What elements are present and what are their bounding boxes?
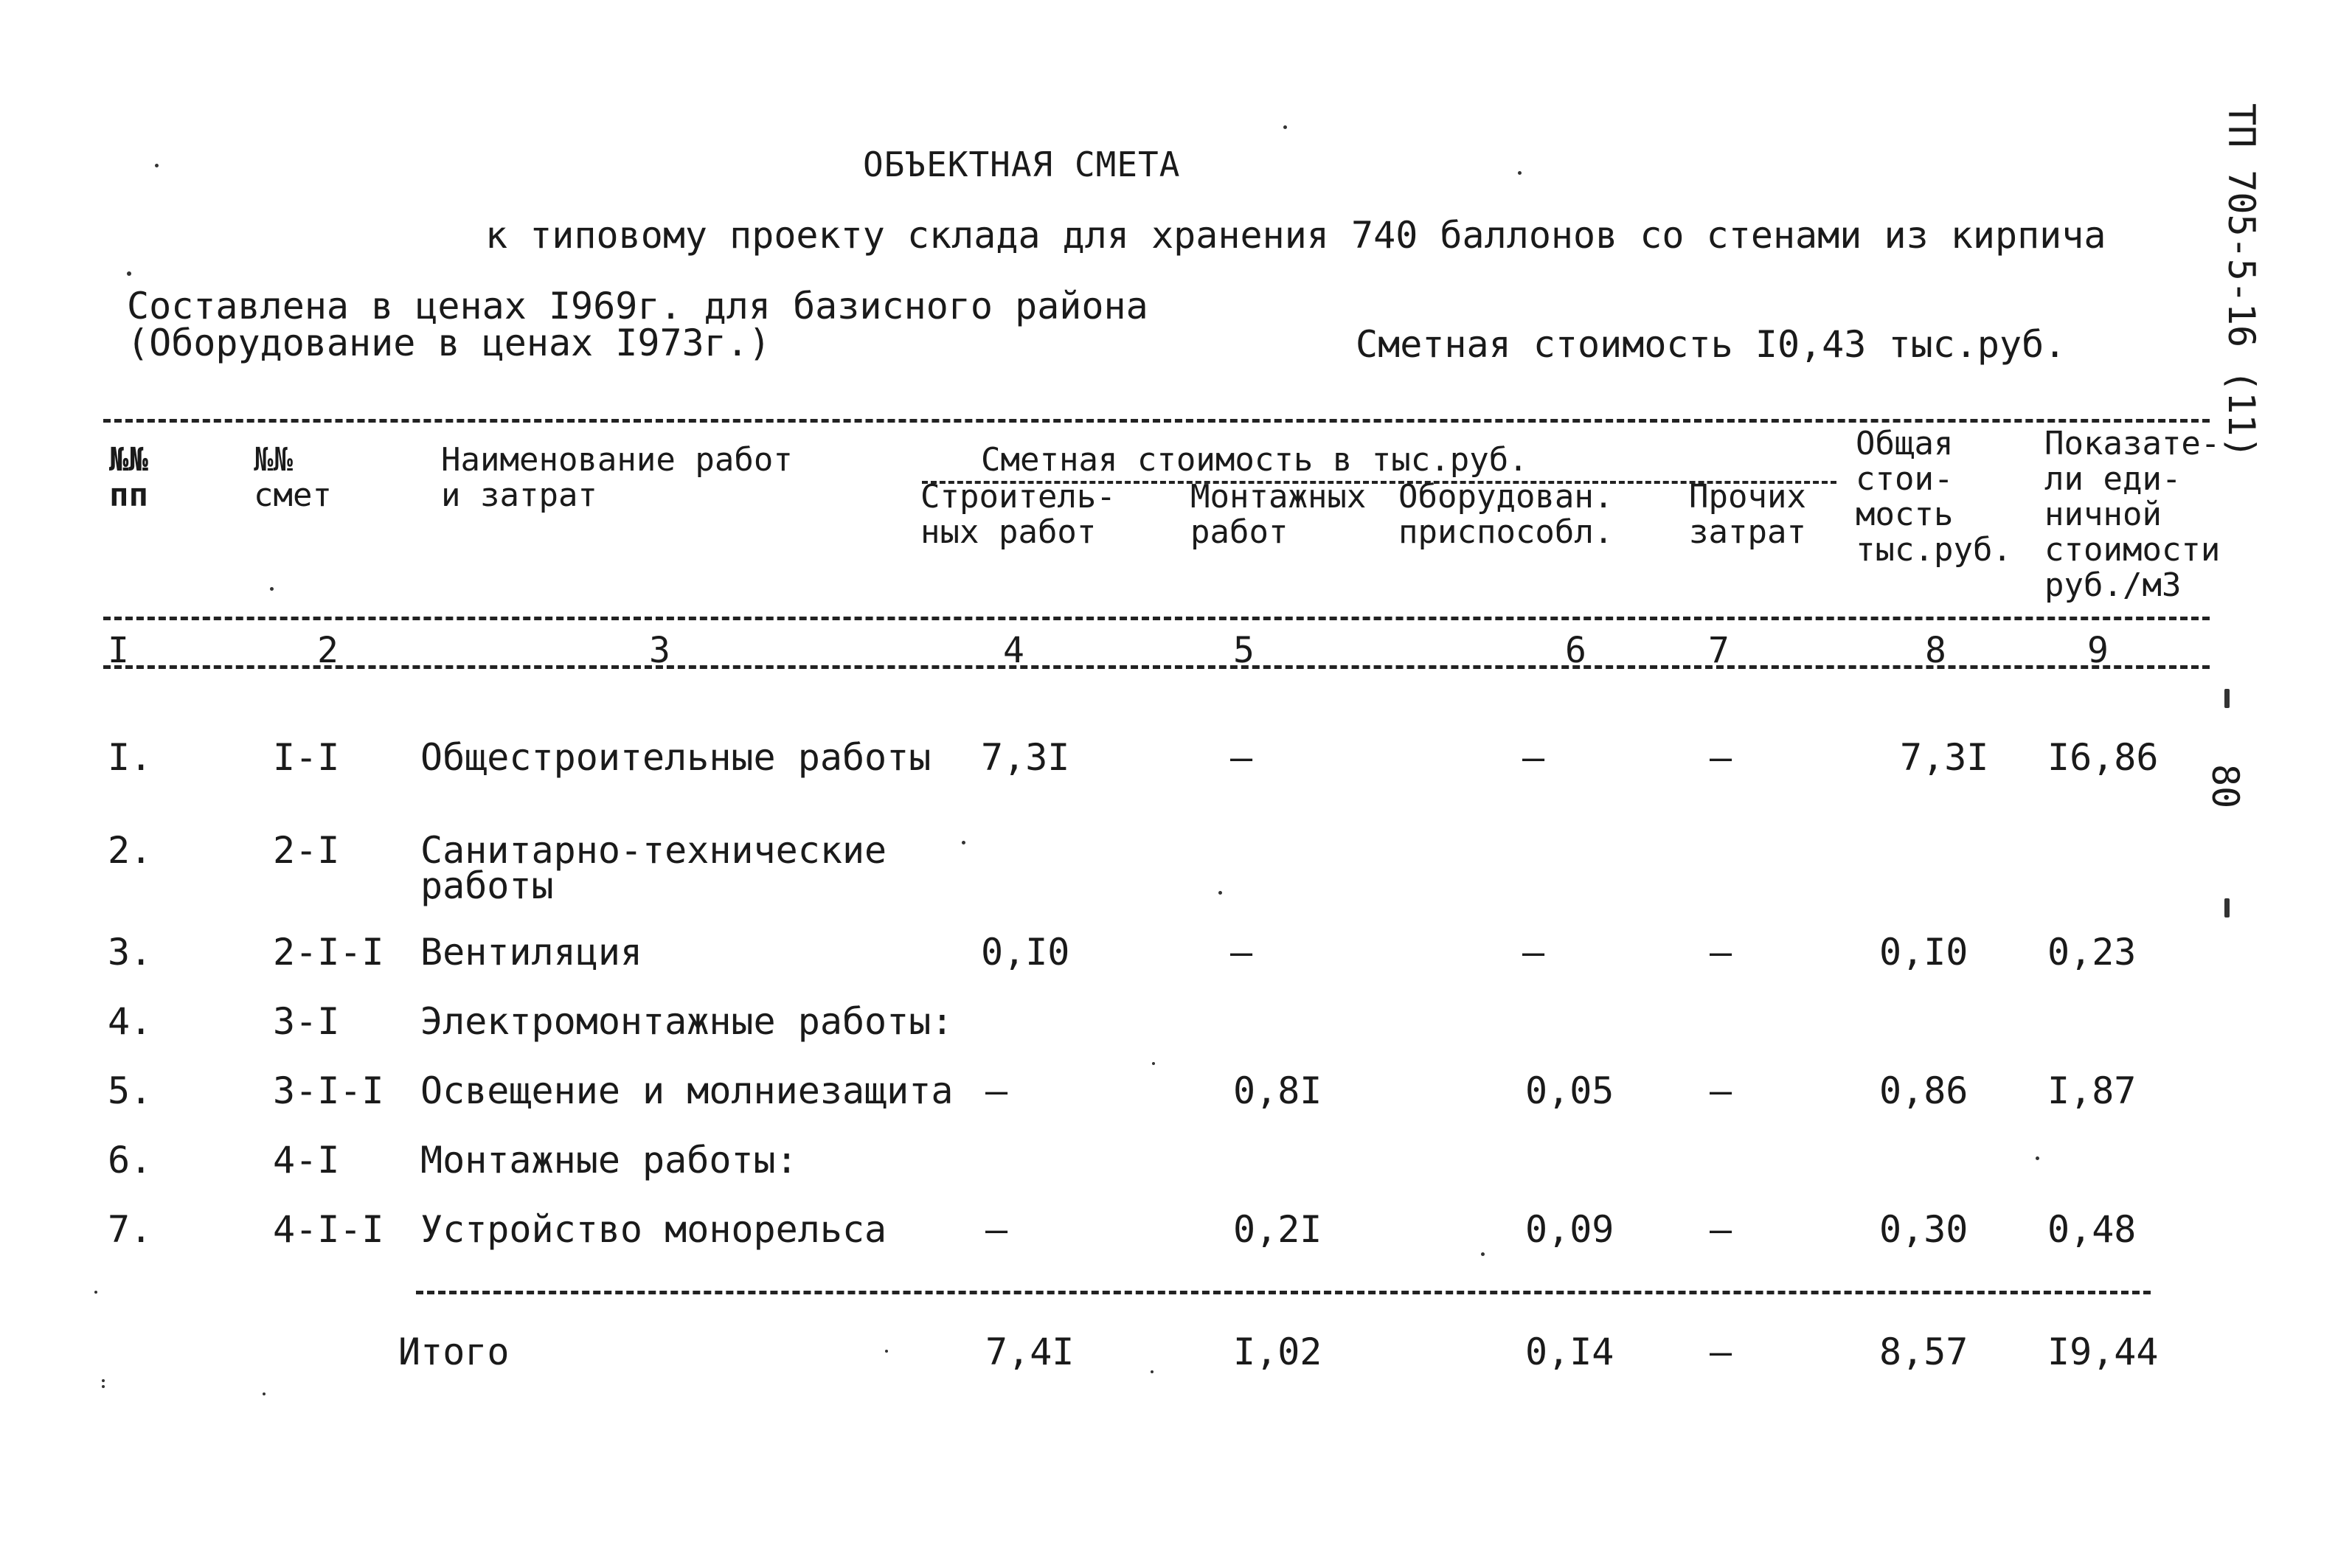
cost-construction: – xyxy=(985,1208,1008,1251)
scan-speck xyxy=(102,1379,105,1382)
scan-speck xyxy=(1481,1252,1485,1256)
header-construction: Строитель- ных работ xyxy=(920,478,1116,551)
side-code: ТП 705-5-16 (11) xyxy=(2220,103,2263,459)
scan-speck xyxy=(885,1350,888,1353)
header-row-number: №№ пп xyxy=(109,441,148,514)
estimate-number: I-I xyxy=(273,736,340,779)
cost-other: – xyxy=(1710,1208,1732,1251)
unit-cost: 0,23 xyxy=(2047,931,2137,974)
total-rule xyxy=(416,1291,2151,1294)
margin-mark xyxy=(2224,898,2230,917)
row-number: 5. xyxy=(108,1069,153,1112)
col-number: 3 xyxy=(649,630,670,671)
work-name: Монтажные работы: xyxy=(420,1139,798,1182)
work-name: Устройство монорельса xyxy=(420,1208,887,1251)
cost-installation: 0,2I xyxy=(1233,1208,1322,1251)
scan-speck xyxy=(1218,891,1222,895)
header-work-name: Наименование работ и затрат xyxy=(441,441,793,514)
cost-equipment: – xyxy=(1522,736,1545,779)
total-other: – xyxy=(1710,1331,1732,1373)
row-number: 7. xyxy=(108,1208,153,1251)
work-name: Вентиляция xyxy=(420,931,643,974)
unit-cost: I6,86 xyxy=(2047,736,2159,779)
col-number: 8 xyxy=(1925,630,1946,671)
cost-other: – xyxy=(1710,1069,1732,1112)
total-unit-cost: I9,44 xyxy=(2047,1331,2159,1373)
col-number: 2 xyxy=(317,630,339,671)
estimate-number: 2-I-I xyxy=(273,931,384,974)
row-number: 6. xyxy=(108,1139,153,1182)
header-other: Прочих затрат xyxy=(1689,478,1806,551)
header-equipment: Оборудован. приспособл. xyxy=(1398,478,1614,551)
scan-speck xyxy=(1283,125,1287,129)
header-unit-cost: Показате- ли еди- ничной стоимости руб./м3 xyxy=(2044,425,2221,604)
col-number: 7 xyxy=(1708,630,1730,671)
cost-total: 7,3I xyxy=(1900,736,1989,779)
scan-speck xyxy=(962,841,965,844)
side-page-number: 80 xyxy=(2204,764,2247,809)
total-cost: 8,57 xyxy=(1879,1331,1968,1373)
cost-equipment: – xyxy=(1522,931,1545,974)
row-number: 3. xyxy=(108,931,153,974)
col-number: 9 xyxy=(2087,630,2109,671)
col-number: I xyxy=(108,630,129,671)
cost-construction: 0,I0 xyxy=(981,931,1070,974)
scan-speck xyxy=(94,1291,97,1294)
margin-mark xyxy=(2224,689,2230,708)
header-cost-group: Сметная стоимость в тыс.руб. xyxy=(981,441,1528,479)
table-top-rule xyxy=(103,419,2210,423)
row-number: 4. xyxy=(108,1000,153,1043)
estimate-number: 3-I xyxy=(273,1000,340,1043)
header-installation: Монтажных работ xyxy=(1190,478,1367,551)
cost-equipment: 0,09 xyxy=(1525,1208,1614,1251)
scan-speck xyxy=(1152,1062,1155,1065)
col-number: 4 xyxy=(1003,630,1024,671)
estimated-cost: Сметная стоимость I0,43 тыс.руб. xyxy=(1356,323,2067,366)
scan-speck xyxy=(2036,1156,2039,1160)
total-installation: I,02 xyxy=(1233,1331,1322,1373)
unit-cost: I,87 xyxy=(2047,1069,2137,1112)
cost-installation: 0,8I xyxy=(1233,1069,1322,1112)
cost-equipment: 0,05 xyxy=(1525,1069,1614,1112)
cost-other: – xyxy=(1710,736,1732,779)
col-number-rule xyxy=(103,665,2210,669)
scan-speck xyxy=(263,1392,266,1395)
total-equipment: 0,I4 xyxy=(1525,1331,1614,1373)
scan-speck xyxy=(102,1385,105,1388)
cost-other: – xyxy=(1710,931,1732,974)
cost-installation: – xyxy=(1230,736,1253,779)
scan-speck xyxy=(270,587,274,591)
row-number: 2. xyxy=(108,829,153,872)
work-name: Электромонтажные работы: xyxy=(420,1000,954,1043)
cost-construction: 7,3I xyxy=(981,736,1070,779)
estimate-number: 3-I-I xyxy=(273,1069,384,1112)
scan-speck xyxy=(127,271,131,276)
total-construction: 7,4I xyxy=(985,1331,1075,1373)
col-number: 6 xyxy=(1565,630,1586,671)
document-title: ОБЪЕКТНАЯ СМЕТА xyxy=(863,145,1181,184)
work-name-continued: работы xyxy=(420,864,554,907)
work-name: Освещение и молниезащита xyxy=(420,1069,954,1112)
unit-cost: 0,48 xyxy=(2047,1208,2137,1251)
cost-construction: – xyxy=(985,1069,1008,1112)
scan-speck xyxy=(155,164,159,167)
cost-total: 0,I0 xyxy=(1879,931,1968,974)
scan-speck xyxy=(1151,1370,1154,1373)
scan-speck xyxy=(1518,171,1522,175)
header-estimate-number: №№ смет xyxy=(254,441,332,514)
header-total-cost: Общая стои- мость тыс.руб. xyxy=(1856,425,2012,569)
header-bottom-rule xyxy=(103,617,2210,620)
prices-note-2: (Оборудование в ценах I973г.) xyxy=(127,322,771,364)
cost-total: 0,86 xyxy=(1879,1069,1968,1112)
work-name: Санитарно-технические xyxy=(420,829,887,872)
col-number: 5 xyxy=(1233,630,1255,671)
document-subtitle: к типовому проекту склада для хранения 740 баллонов со стенами из кирпича xyxy=(485,214,2106,257)
work-name: Общестроительные работы xyxy=(420,736,932,779)
estimate-number: 2-I xyxy=(273,829,340,872)
cost-installation: – xyxy=(1230,931,1253,974)
estimate-number: 4-I-I xyxy=(273,1208,384,1251)
total-label: Итого xyxy=(398,1331,510,1373)
prices-note-1: Составлена в ценах I969г. для базисного района xyxy=(127,285,1148,327)
estimate-number: 4-I xyxy=(273,1139,340,1182)
cost-total: 0,30 xyxy=(1879,1208,1968,1251)
row-number: I. xyxy=(108,736,153,779)
